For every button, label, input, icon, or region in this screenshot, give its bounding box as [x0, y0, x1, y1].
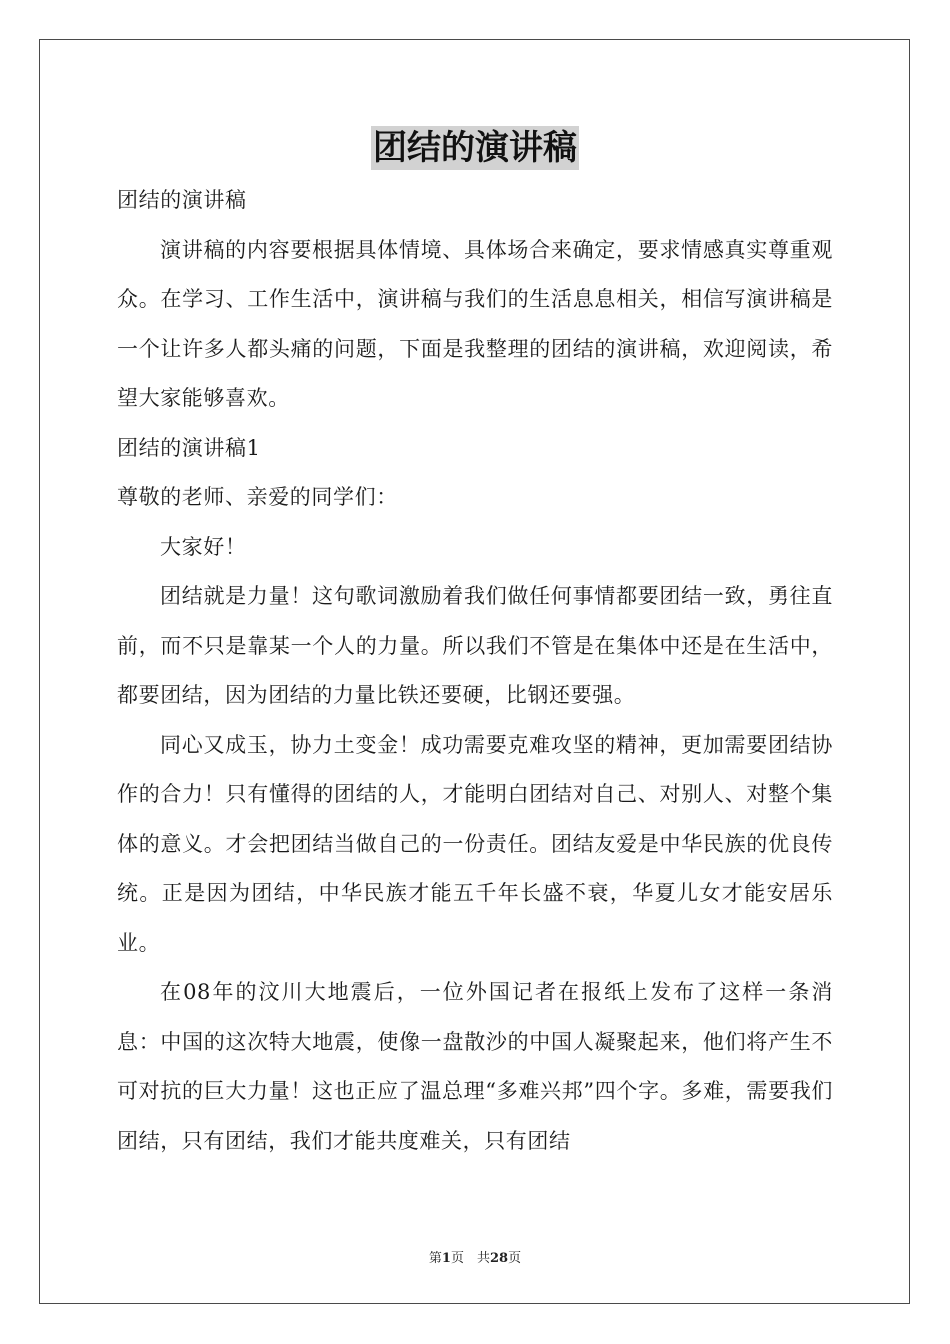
- paragraph: 同心又成玉，协力土变金！成功需要克难攻坚的精神，更加需要团结协作的合力！只有懂得的团结的人，才能明白团结对自己、对别人、对整个集体的意义。才会把团结当做自己的一份责任。团结友爱是中华民族的优良传统。正是因为团结，中华民族才能五千年长盛不衰，华夏儿女才能安居乐业。: [117, 732, 833, 955]
- page-prefix: 第: [428, 1251, 442, 1266]
- paragraph: 团结就是力量！这句歌词激励着我们做任何事情都要团结一致，勇往直前，而不只是靠某一个人的力量。所以我们不管是在集体中还是在生活中，都要团结，因为团结的力量比铁还要硬，比钢还要强。: [117, 584, 833, 707]
- paragraph: 团结的演讲稿: [117, 188, 247, 212]
- page-suffix: 页: [508, 1251, 522, 1266]
- title-wrap: [0, 126, 950, 170]
- paragraph: 在08年的汶川大地震后，一位外国记者在报纸上发布了这样一条消息：中国的这次特大地震，使像一盘散沙的中国人凝聚起来，他们将产生不可对抗的巨大力量！这也正应了温总理“多难兴邦”四个字。多难，需要我们团结，只有团结，我们才能共度难关，只有团结: [117, 980, 833, 1153]
- paragraph: 团结的演讲稿1: [117, 435, 261, 460]
- document-title: 团结的演讲稿: [373, 128, 577, 168]
- page-current: 1: [441, 1251, 451, 1266]
- page-mid: 页 共: [450, 1251, 490, 1266]
- paragraph: 尊敬的老师、亲爱的同学们：: [117, 485, 398, 509]
- document-body: [117, 176, 833, 1166]
- page-footer: [0, 1247, 950, 1266]
- page-total: 28: [489, 1251, 509, 1266]
- paragraph: 大家好！: [160, 534, 247, 559]
- paragraph: 演讲稿的内容要根据具体情境、具体场合来确定，要求情感真实尊重观众。在学习、工作生活中，演讲稿与我们的生活息息相关，相信写演讲稿是一个让许多人都头痛的问题，下面是我整理的团结的演讲稿，欢迎阅读，希望大家能够喜欢。: [117, 237, 833, 410]
